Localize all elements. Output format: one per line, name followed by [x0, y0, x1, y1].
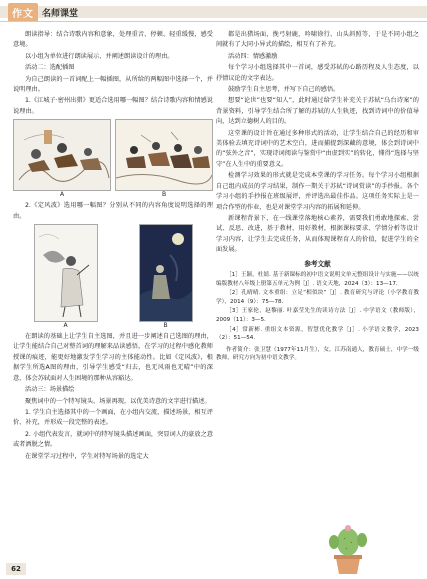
paragraph: 2.《定风波》选用哪一幅图？分别从不同的内容角度说明选择的理由。 — [13, 202, 213, 220]
paragraph: 2. 小组代表发言，就词中的特写镜头描述画面，突显词人的豪放之意或者洒脱之情。 — [13, 430, 213, 449]
column-title: 名师课堂 — [42, 8, 79, 19]
paragraph: 1.《江城子·密州出猎》更适合选用哪一幅图？结合诗歌内容和情感说说理由。 — [13, 97, 213, 115]
hunting-painting-b — [115, 119, 213, 191]
activity-heading: 活动二：选配插图 — [25, 64, 75, 72]
illustration-row-1 — [13, 119, 213, 199]
illustration-b — [115, 119, 213, 199]
brand — [8, 2, 78, 22]
paragraph: 聚焦词中的一个特写镜头、场景再现，以优美诗意的文字进行描述。 — [25, 397, 211, 405]
paragraph: 朗读指导：结合诗歌内容和意象，处理重音、停顿、轻重缓慢，感受意境。 — [13, 31, 213, 49]
illustration-b — [139, 224, 193, 330]
activity-heading: 活动三：场景描绘 — [25, 386, 75, 394]
illustration-label: B — [163, 322, 168, 330]
paragraph: 鼓励学生自主思考，并写下自己的感悟。 — [228, 86, 340, 94]
paragraph: 新课程背景下，在一线课堂落地核心素养，需要我们勇敢地探索、尝试、反思、改进，基于教材，用好教材，根据课标要求、学情分析等设计学习内容，让学生去完成任务，从而体现课程育人的价值，促进学生的全面发展。 — [216, 214, 419, 254]
illustration-a — [13, 119, 111, 199]
reference-item: ［1］王颖，杜婧. 基于新课标的初中语文说明文单元整组设计与实施——以统编版教材八年级上册第五单元为例［J］. 语文天地，2024（3）：13—17. — [216, 271, 419, 287]
paragraph: 以小组为单位进行朗读展示，并阐述朗读设计的理由。 — [25, 52, 174, 60]
brand-logo: 作文 — [8, 3, 38, 22]
paragraph: 为自己朗读的一首词配上一幅插图，从所给的两幅图中选择一个，并说明理由。 — [13, 75, 213, 94]
reference-item: ［3］王家伦，赵黎丽. 叶嘉莹先生的读诗方法［J］. 中学语文（教师版），2009（11）：3—5. — [216, 308, 419, 323]
sushi-walking-painting — [34, 224, 98, 322]
paragraph: 在课堂学习过程中，学生对特写场景的选定大 — [25, 452, 149, 460]
paragraph: 检测学习效果的形式就是完成本堂课的学习任务。每个学习小组根据自己组内成员的学习结果，制作一期关于苏轼“诗词赏读”的手抄报。各个学习小组的手抄报在班级展评，并评选出最佳作品。这项任务实际上是一项合作型的作业，也是对课堂学习内容的拓展和延伸。 — [216, 172, 419, 211]
author-bio: 作者简介：张卫慧（1977年11月生），女，江苏南通人，教育硕士，中学一级教师，研究方向为初中语文教学。 — [216, 346, 419, 362]
left-column — [13, 30, 213, 463]
illustration-label: B — [161, 191, 167, 199]
header-rule — [0, 21, 427, 22]
references-title: 参考文献 — [304, 259, 331, 268]
cactus-illustration — [318, 520, 378, 575]
right-column — [216, 30, 419, 364]
activity-heading: 活动四：情感激励 — [228, 52, 278, 60]
illustration-row-2 — [13, 224, 213, 330]
paragraph: 都是出猎场面，挽弓射鹿，吟啸徐行、山头斜照等，于是不同小组之间就有了大同小异式的描绘，相互有了补充。 — [216, 31, 419, 49]
illustration-a — [34, 224, 98, 330]
reference-item: ［2］孔晴晴. 文本重组：立足“相似块”［J］. 教育研究与评论（小学教育教学），2014（9）：75—78. — [216, 290, 419, 305]
paragraph: 想要“论世”也要“知人”，此时通过给学生补充关于苏轼“乌台诗案”的背景资料，引导学生结合所了解的苏轼的人生轨迹，找到诗词中的价值导向，达到立德树人的目的。 — [216, 97, 419, 126]
illustration-label: A — [59, 191, 65, 199]
reference-item: ［4］常新彬. 重组文本资源，智慧优化教学［J］. 小学语文教学，2023（2）：51—54. — [216, 326, 419, 342]
illustration-label: A — [63, 322, 68, 330]
page-header — [0, 0, 427, 24]
page-number: 62 — [6, 563, 26, 575]
night-scene-painting — [139, 224, 193, 322]
hunting-painting-a — [13, 119, 111, 191]
paragraph: 1. 学生自主选择其中的一个画面，在小组内交流，描述场景，相互评价、补充，并形成一段完整的表述。 — [13, 408, 213, 427]
paragraph: 在朗读的基础上让学生自主选图，并且进一步阐述自己选图的理由，让学生能结合自己对整首词的理解来品读感悟，在学习的过程中感化教师授课的痕迹，能更好地激发学生学习的主体能动性。比如《定风波》，根据学生所选A图的理由，引导学生感受“归去，也无风雨也无晴”中的深意，体会苏轼面对人生困境的那种从容豁达。 — [13, 333, 213, 382]
paragraph: 这堂课的设计旨在通过多种形式的活动，让学生结合自己的经历和审美体验去填充诗词中的艺术空白，进而捕捉到深藏的意境，体会到诗词中的“弦外之音”，实现诗词阅读与鉴赏中“由虚到实”的转化，懂得“选择与坚守”在人生中的重要意义。 — [216, 129, 419, 168]
paragraph: 每个学习小组选择其中一首词，感受苏轼的心路历程及人生态度，以抒情议论的文字表达。 — [216, 64, 419, 82]
